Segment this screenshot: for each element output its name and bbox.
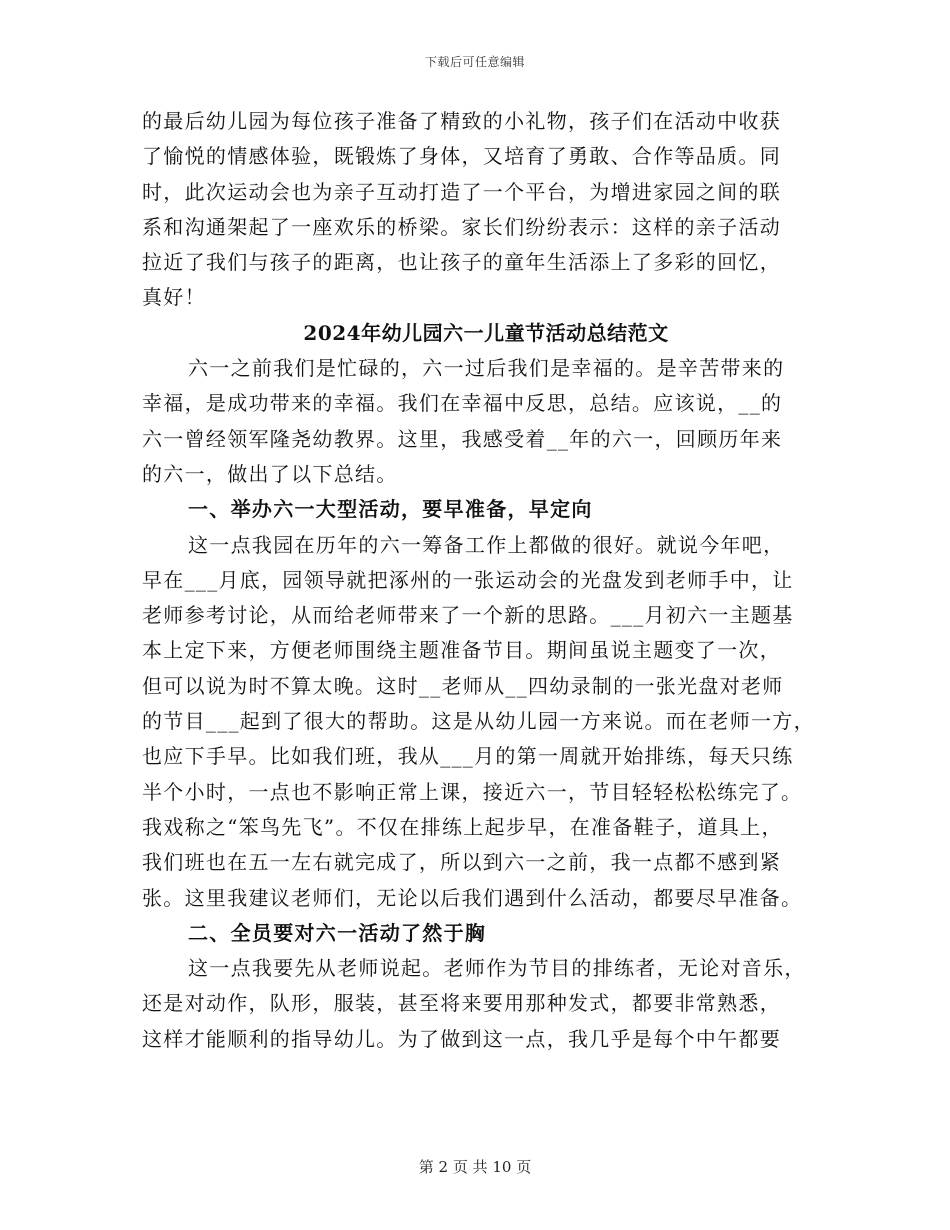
section-heading-2: 二、全员要对六一活动了然于胸 <box>188 920 487 945</box>
paragraph-line: 也应下手早。比如我们班，我从___月的第一周就开始排练，每天只练 <box>142 744 794 769</box>
paragraph-line: 张。这里我建议老师们，无论以后我们遇到什么活动，都要尽早准备。 <box>142 885 803 910</box>
paragraph-line: 我戏称之“笨鸟先飞”。不仅在排练上起步早，在准备鞋子，道具上， <box>142 814 783 839</box>
paragraph-line: 幸福，是成功带来的幸福。我们在幸福中反思，总结。应该说，__的 <box>142 391 783 416</box>
paragraph-line: 真好！ <box>142 285 206 310</box>
paragraph-line: 这一点我要先从老师说起。老师作为节目的排练者，无论对音乐， <box>188 956 806 981</box>
paragraph-line: 拉近了我们与孩子的距离，也让孩子的童年生活添上了多彩的回忆， <box>142 250 781 275</box>
paragraph-line: 我们班也在五一左右就完成了，所以到六一之前，我一点都不感到紧 <box>142 850 781 875</box>
paragraph-line: 早在___月底，园领导就把涿州的一张运动会的光盘发到老师手中，让 <box>142 567 794 592</box>
paragraph-line: 系和沟通架起了一座欢乐的桥梁。家长们纷纷表示：这样的亲子活动 <box>142 214 781 239</box>
paragraph-line: 本上定下来，方便老师围绕主题准备节目。期间虽说主题变了一次， <box>142 638 781 663</box>
page-header: 下载后可任意编辑 <box>424 55 525 69</box>
paragraph-line: 的节目___起到了很大的帮助。这是从幼儿园一方来说。而在老师一方， <box>142 709 815 734</box>
section-heading-1: 一、举办六一大型活动，要早准备，早定向 <box>188 497 593 522</box>
paragraph-line: 的最后幼儿园为每位孩子准备了精致的小礼物，孩子们在活动中收获 <box>142 109 781 133</box>
paragraph-line: 但可以说为时不算太晚。这时__老师从__四幼录制的一张光盘对老师 <box>142 673 784 698</box>
paragraph-line: 老师参考讨论，从而给老师带来了一个新的思路。___月初六一主题基 <box>142 603 794 628</box>
page-number: 第 2 页 共 10 页 <box>418 1158 532 1176</box>
document-title: 2024年幼儿园六一儿童节活动总结范文 <box>303 320 669 345</box>
paragraph-line: 六一之前我们是忙碌的，六一过后我们是幸福的。是辛苦带来的 <box>188 356 785 381</box>
paragraph-line: 这一点我园在历年的六一筹备工作上都做的很好。就说今年吧， <box>188 532 785 557</box>
paragraph-line: 的六一，做出了以下总结。 <box>142 461 398 486</box>
paragraph-line: 半个小时，一点也不影响正常上课，接近六一，节目轻轻松松练完了。 <box>142 779 803 804</box>
paragraph-line: 还是对动作，队形，服装，甚至将来要用那种发式，都要非常熟悉， <box>142 991 781 1016</box>
paragraph-line: 这样才能顺利的指导幼儿。为了做到这一点，我几乎是每个中午都要 <box>142 1026 781 1051</box>
paragraph-line: 时，此次运动会也为亲子互动打造了一个平台，为增进家园之间的联 <box>142 179 781 204</box>
paragraph-line: 了愉悦的情感体验，既锻炼了身体，又培育了勇敢、合作等品质。同 <box>142 144 781 169</box>
document-body <box>142 104 822 1057</box>
paragraph-line: 六一曾经领军隆尧幼教界。这里，我感受着__年的六一，回顾历年来 <box>142 426 783 451</box>
